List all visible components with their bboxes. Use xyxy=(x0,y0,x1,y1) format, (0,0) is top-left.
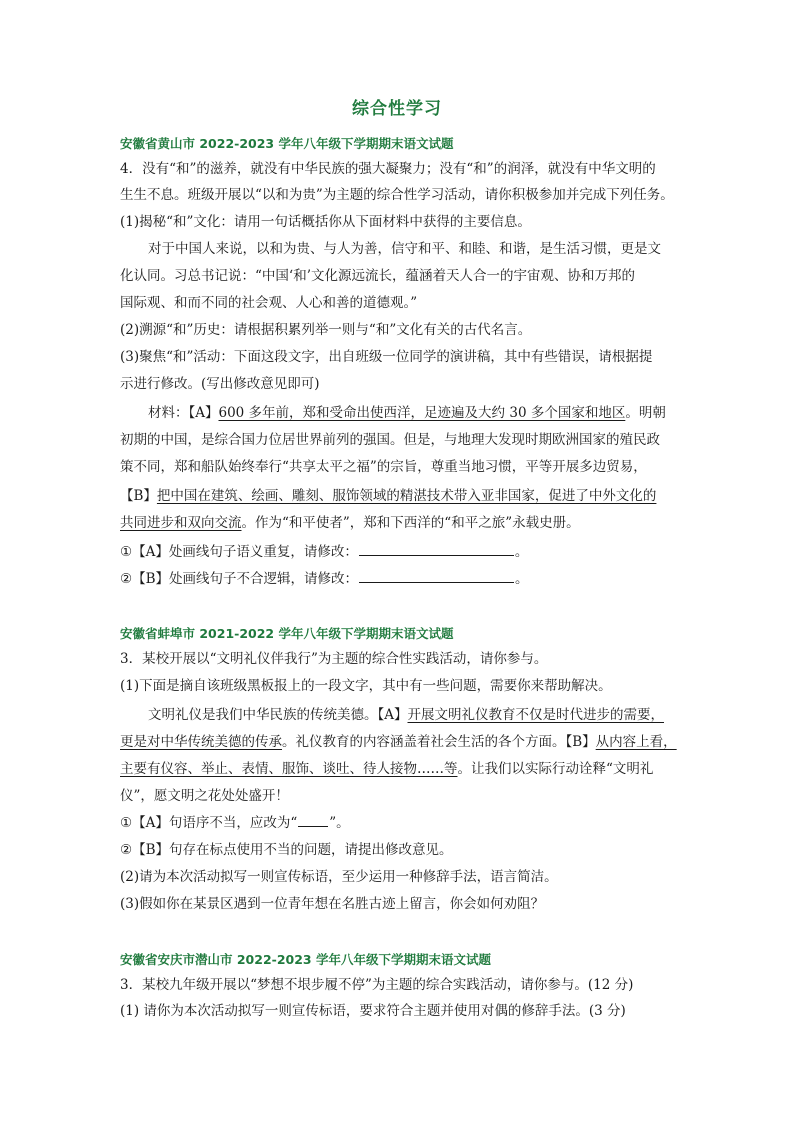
underlined-sentence-b: 共同进步和双向交流 xyxy=(120,515,242,531)
question-text: 生生不息。班级开展以“以和为贵”为主题的综合性学习活动，请你积极参加并完成下列任务。 xyxy=(120,187,674,203)
fill-prompt: ①【A】句语序不当，应改为“ xyxy=(120,815,298,831)
fill-item xyxy=(120,541,680,561)
text-span: 。作为“和平使者”，郑和下西洋的“和平之旅”永载史册。 xyxy=(241,515,580,531)
material-paragraph xyxy=(120,733,680,751)
material-paragraph xyxy=(148,404,708,422)
fill-prompt: ①【A】处画线句子语义重复，请修改： xyxy=(120,544,358,560)
answer-blank[interactable] xyxy=(359,541,514,556)
underlined-sentence-a: 600 多年前，郑和受命出使西洋，足迹遍及大约 30 多个国家和地区 xyxy=(218,405,626,421)
page-title: 综合性学习 xyxy=(352,99,442,119)
section-source-2: 安徽省蚌埠市 2021-2022 学年八年级下学期期末语文试题 xyxy=(120,626,454,641)
underlined-sentence-a: 更是对中华传统美德的传承 xyxy=(120,734,282,750)
answer-blank[interactable] xyxy=(298,814,328,827)
underlined-sentence-b: 从内容上看， xyxy=(595,734,677,750)
material-paragraph xyxy=(120,487,680,505)
underlined-sentence-b: 主要有仪容、举止、表情、服饰、谈吐、待人接物……等 xyxy=(120,761,458,777)
material-text: 策不同，郑和船队始终奉行“共享太平之福”的宗旨，尊重当地习惯，平等开展多边贸易， xyxy=(120,459,647,475)
material-text: 对于中国人来说，以和为贵、与人为善，信守和平、和睦、和谐，是生活习惯，更是文 xyxy=(148,241,661,257)
material-text: 国际观、和而不同的社会观、人心和善的道德观。” xyxy=(120,295,418,311)
question-text: 4．没有“和”的滋养，就没有中华民族的强大凝聚力；没有“和”的润泽，就没有中华文明的 xyxy=(120,161,656,177)
underlined-sentence-a: 开展文明礼仪教育不仅是时代进步的需要， xyxy=(407,707,664,723)
task-text: (1)揭秘“和”文化：请用一句话概括你从下面材料中获得的主要信息。 xyxy=(120,214,531,230)
question-text: 3．某校九年级开展以“梦想不垠步履不停”为主题的综合实践活动，请你参与。(12 分) xyxy=(120,977,634,993)
task-text: (2)溯源“和”历史：请根据积累列举一则与“和”文化有关的古代名言。 xyxy=(120,322,532,338)
task-text: (2)请为本次活动拟写一则宣传标语，至少运用一种修辞手法，语言简洁。 xyxy=(120,869,558,885)
material-paragraph xyxy=(148,706,708,724)
task-text: (3)聚焦“和”活动：下面这段文字，出自班级一位同学的演讲稿，其中有些错误，请根据提 xyxy=(120,349,653,365)
material-text: 初期的中国，是综合国力位居世界前列的强国。但是，与地理大发现时期欧洲国家的殖民政 xyxy=(120,432,660,448)
task-text: (3)假如你在某景区遇到一位青年想在名胜古迹上留言，你会如何劝阻？ xyxy=(120,896,545,912)
text-span: 。 xyxy=(514,544,529,560)
material-text: 化认同。习总书记说：“中国‘和’文化源远流长，蕴涵着天人合一的宇宙观、协和万邦的 xyxy=(120,268,635,284)
section-source-1: 安徽省黄山市 2022-2023 学年八年级下学期期末语文试题 xyxy=(120,136,454,151)
material-paragraph xyxy=(120,760,680,778)
label-text: 【B】 xyxy=(120,488,157,504)
section-source-3: 安徽省安庆市潜山市 2022-2023 学年八年级下学期期末语文试题 xyxy=(120,952,491,967)
fill-item xyxy=(120,814,680,832)
text-span: 。礼仪教育的内容涵盖着社会生活的各个方面。【B】 xyxy=(282,734,596,750)
answer-blank[interactable] xyxy=(359,568,514,583)
underlined-sentence-b: 把中国在建筑、绘画、雕刻、服饰领域的精湛技术带入亚非国家，促进了中外文化的 xyxy=(156,488,657,504)
material-paragraph xyxy=(120,514,680,532)
task-text: ②【B】句存在标点使用不当的问题，请提出修改意见。 xyxy=(120,842,453,858)
text-span: 。明朝 xyxy=(625,405,666,421)
task-text: (1) 请你为本次活动拟写一则宣传标语，要求符合主题并使用对偶的修辞手法。(3 分) xyxy=(120,1003,626,1019)
task-text: (1)下面是摘自该班级黑板报上的一段文字，其中有一些问题，需要你来帮助解决。 xyxy=(120,678,612,694)
text-span: ”。 xyxy=(329,815,350,831)
question-text: 3．某校开展以“文明礼仪伴我行”为主题的综合性实践活动，请你参与。 xyxy=(120,651,548,667)
label-text: 材料：【A】 xyxy=(148,405,219,421)
text-span: 。让我们以实际行动诠释“文明礼 xyxy=(457,761,654,777)
task-text: 示进行修改。(写出修改意见即可) xyxy=(120,376,320,392)
fill-item xyxy=(120,568,680,588)
fill-prompt: ②【B】处画线句子不合逻辑，请修改： xyxy=(120,571,359,587)
text-span: 。 xyxy=(515,571,529,587)
text-span: 文明礼仪是我们中华民族的传统美德。【A】 xyxy=(148,707,408,723)
material-text: 仪”，愿文明之花处处盛开！ xyxy=(120,788,289,804)
